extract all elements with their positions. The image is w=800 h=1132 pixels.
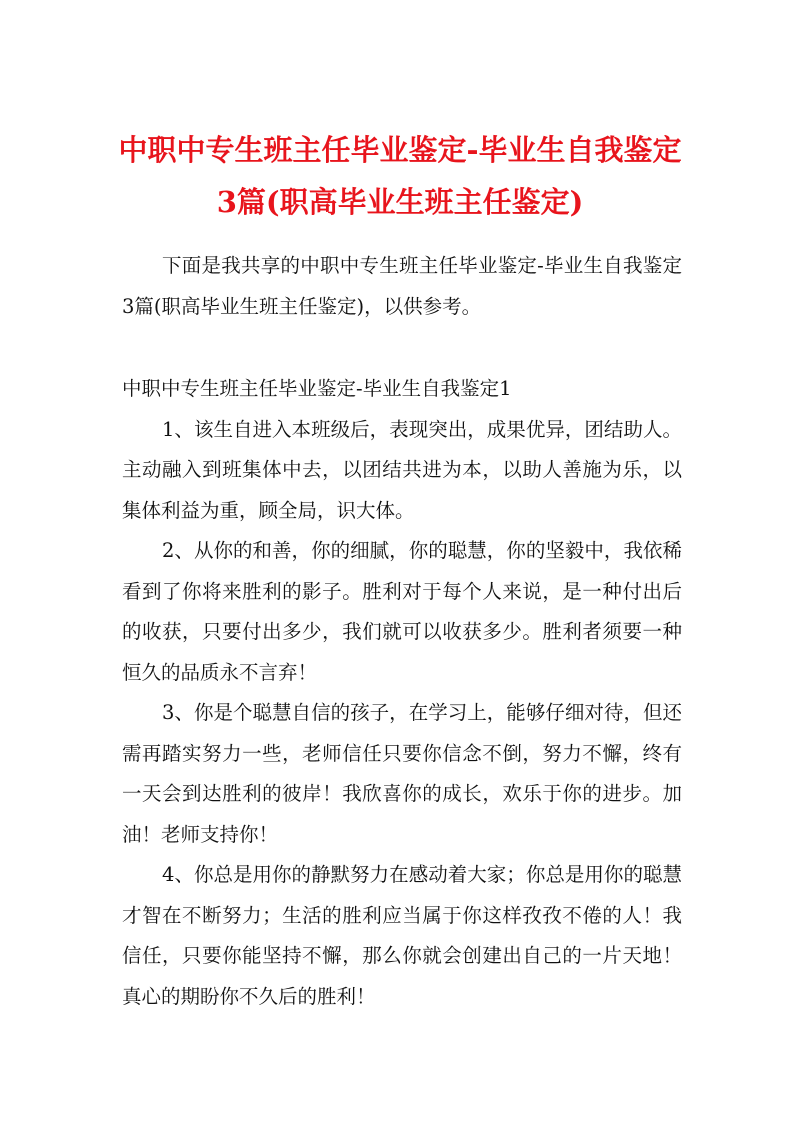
intro-block (122, 246, 682, 327)
paragraph-1: 1、该生自进入本班级后，表现突出，成果优异，团结助人。主动融入到班集体中去，以团结共进为本，以助人善施为乐，以集体利益为重，顾全局，识大体。 (122, 417, 682, 522)
paragraph-2: 2、从你的和善，你的细腻，你的聪慧，你的坚毅中，我依稀看到了你将来胜利的影子。胜利对于每个人来说，是一种付出后的收获，只要付出多少，我们就可以收获多少。胜利者须要一种恒久的品质永不言弃！ (122, 539, 682, 684)
section-heading: 中职中专生班主任毕业鉴定-毕业生自我鉴定1 (122, 377, 512, 400)
intro-paragraph: 下面是我共享的中职中专生班主任毕业鉴定-毕业生自我鉴定3篇(职高毕业生班主任鉴定)，以供参考。 (122, 254, 682, 318)
paragraph-3: 3、你是个聪慧自信的孩子，在学习上，能够仔细对待，但还需再踏实努力一些，老师信任只要你信念不倒，努力不懈，终有一天会到达胜利的彼岸！我欣喜你的成长，欢乐于你的进步。加油！老师支持你！ (122, 701, 682, 846)
document-title: 中职中专生班主任毕业鉴定-毕业生自我鉴定3篇(职高毕业生班主任鉴定) (118, 133, 682, 219)
paragraph-4: 4、你总是用你的静默努力在感动着大家；你总是用你的聪慧才智在不断努力；生活的胜利应当属于你这样孜孜不倦的人！我信任，只要你能坚持不懈，那么你就会创建出自己的一片天地！真心的期盼你不久后的胜利！ (122, 863, 682, 1008)
content-block (122, 369, 682, 1017)
